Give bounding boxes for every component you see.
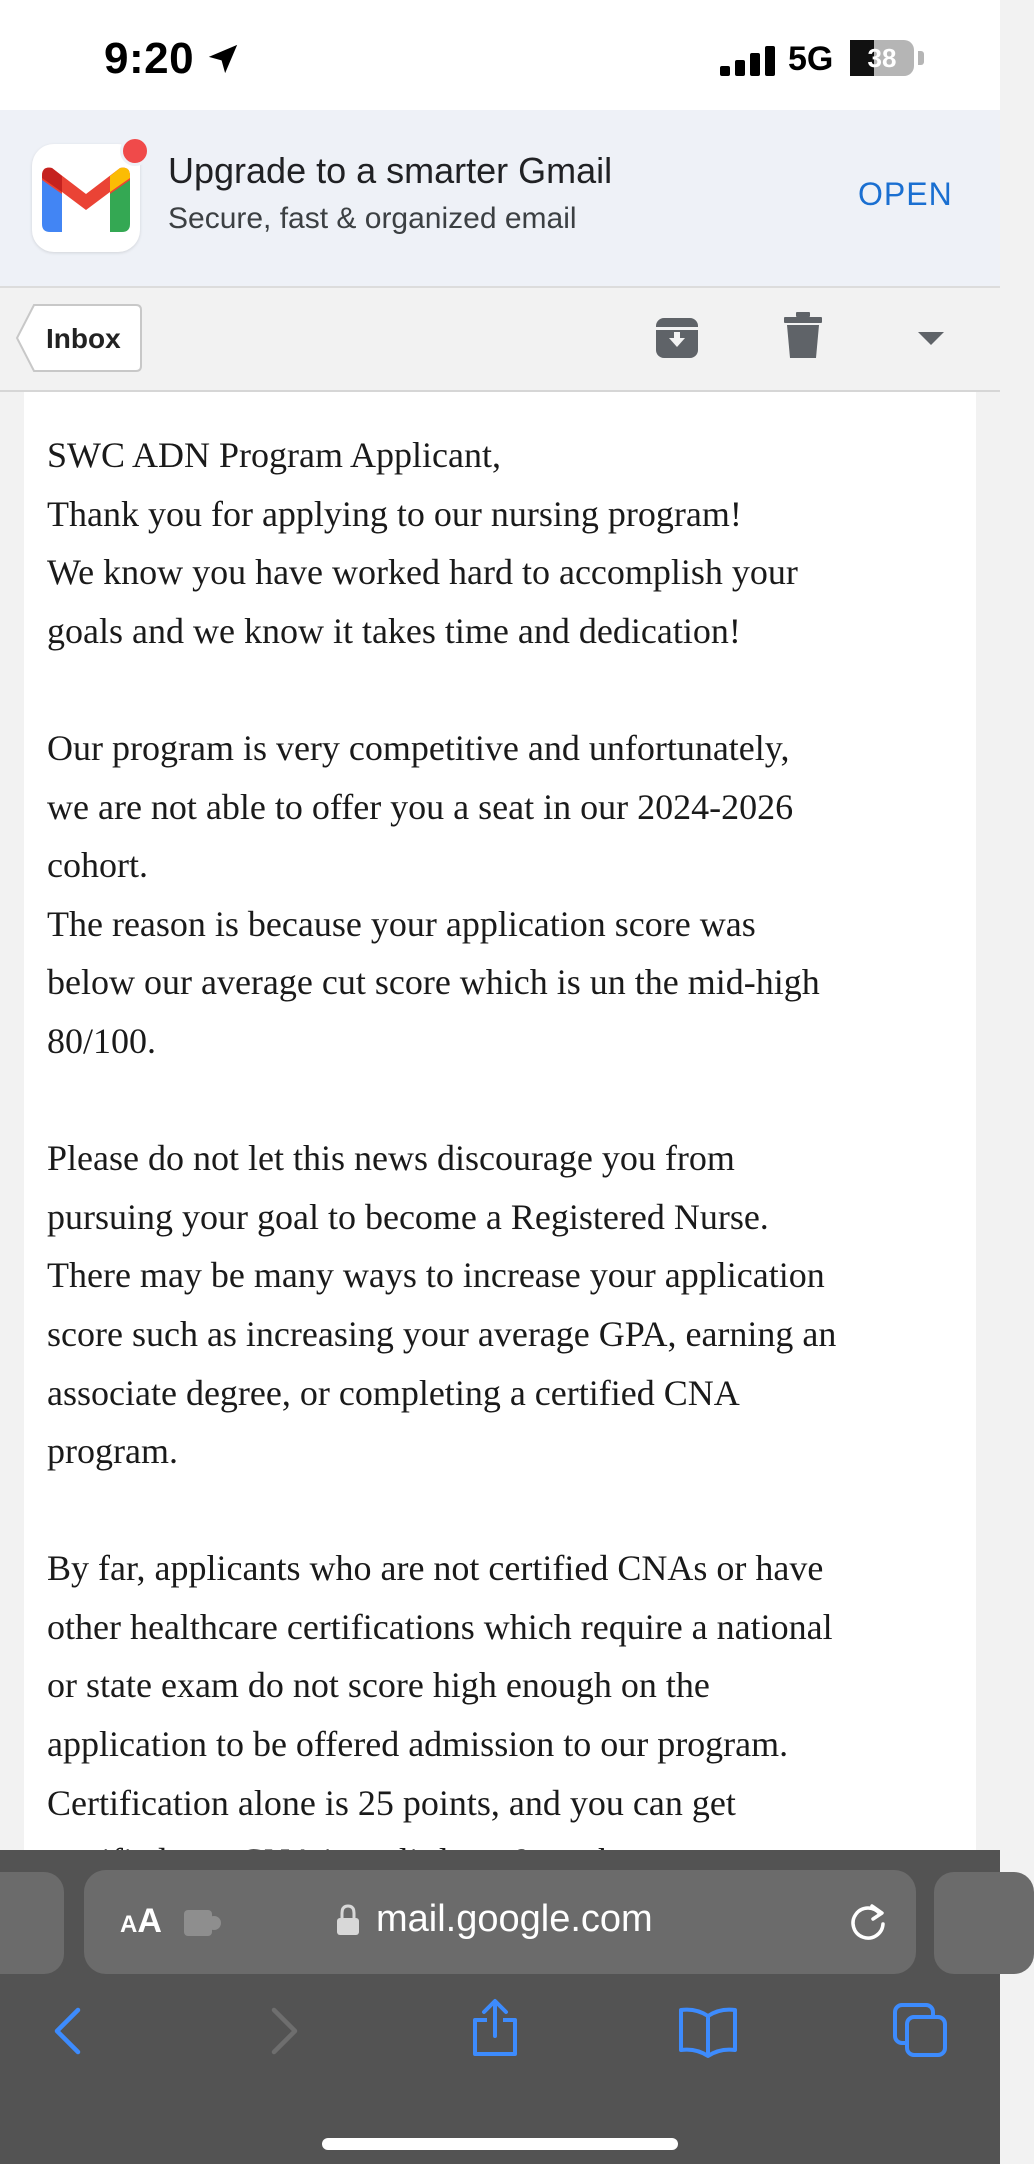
lock-icon [336,1904,360,1936]
open-app-button[interactable]: OPEN [858,176,953,212]
address-bar[interactable] [84,1870,916,1974]
battery-percent: 38 [867,43,897,73]
email-text-line: other healthcare certifications which require a national [47,1606,833,1647]
email-text-line: We know you have worked hard to accomplish your [47,552,798,593]
status-bar [0,0,1000,110]
previous-tab-preview[interactable] [0,1872,64,1974]
tabs-icon[interactable] [892,2002,948,2058]
promo-title: Upgrade to a smarter Gmail [168,150,613,191]
more-actions-dropdown-icon[interactable] [918,332,944,346]
next-tab-preview[interactable] [934,1872,1034,1974]
email-text-line: 80/100. [47,1020,157,1061]
email-text-line: There may be many ways to increase your application [47,1255,825,1296]
email-text-line: pursuing your goal to become a Registered Nurse. [47,1196,769,1237]
email-text-line: we are not able to offer you a seat in our 2024-2026 [47,786,794,827]
email-text-line: program. [47,1431,178,1472]
safari-address-bar-area [0,1850,1000,1974]
email-body [24,392,976,1850]
cellular-signal-icon [720,46,776,76]
back-icon[interactable] [52,2006,82,2056]
text-size-button[interactable]: AA [120,1902,162,1940]
gmail-promo-banner[interactable] [0,110,1000,288]
notification-dot [120,136,150,166]
inbox-label: Inbox [46,323,121,354]
email-text-line: Please do not let this news discourage you from [47,1138,735,1179]
puzzle-icon[interactable] [184,1906,224,1938]
email-text-line: application to be offered admission to our program. [47,1724,789,1765]
email-text-line: associate degree, or completing a certified CNA [47,1372,740,1413]
paragraph-spacer [47,1481,962,1540]
email-message-text [47,426,962,1891]
back-to-inbox-button[interactable] [16,304,142,372]
email-text-line: Thank you for applying to our nursing program! [47,493,742,534]
email-text-line: goals and we know it takes time and dedication! [47,610,741,651]
forward-icon [270,2006,300,2056]
archive-icon[interactable] [654,314,700,360]
url-text: mail.google.com [376,1898,653,1940]
location-arrow-icon [206,42,240,76]
paragraph-spacer [47,1071,962,1130]
promo-subtitle: Secure, fast & organized email [168,202,577,235]
email-text-line: below our average cut score which is un the mid-high [47,962,820,1003]
network-type: 5G [788,40,834,78]
home-indicator[interactable] [322,2138,678,2150]
email-text-line: or state exam do not score high enough on the [47,1665,710,1706]
safari-bottom-toolbar [0,1974,1000,2164]
email-text-line: By far, applicants who are not certified CNAs or have [47,1548,824,1589]
bookmarks-icon[interactable] [678,2006,738,2058]
trash-icon[interactable] [784,312,822,358]
battery-icon [850,40,914,76]
email-text-line: Certification alone is 25 points, and you can get [47,1782,736,1823]
email-text-line: The reason is because your application score was [47,903,756,944]
share-icon[interactable] [470,1998,520,2058]
reload-icon[interactable] [846,1900,890,1944]
email-text-line: SWC ADN Program Applicant, [47,435,501,475]
email-text-line: cohort. [47,845,148,886]
email-text-line: Our program is very competitive and unfortunately, [47,727,790,768]
email-text-line: score such as increasing your average GPA, earning an [47,1313,837,1354]
paragraph-spacer [47,660,962,719]
battery-nub [918,51,924,65]
status-time: 9:20 [104,34,195,83]
email-toolbar [0,288,1000,392]
